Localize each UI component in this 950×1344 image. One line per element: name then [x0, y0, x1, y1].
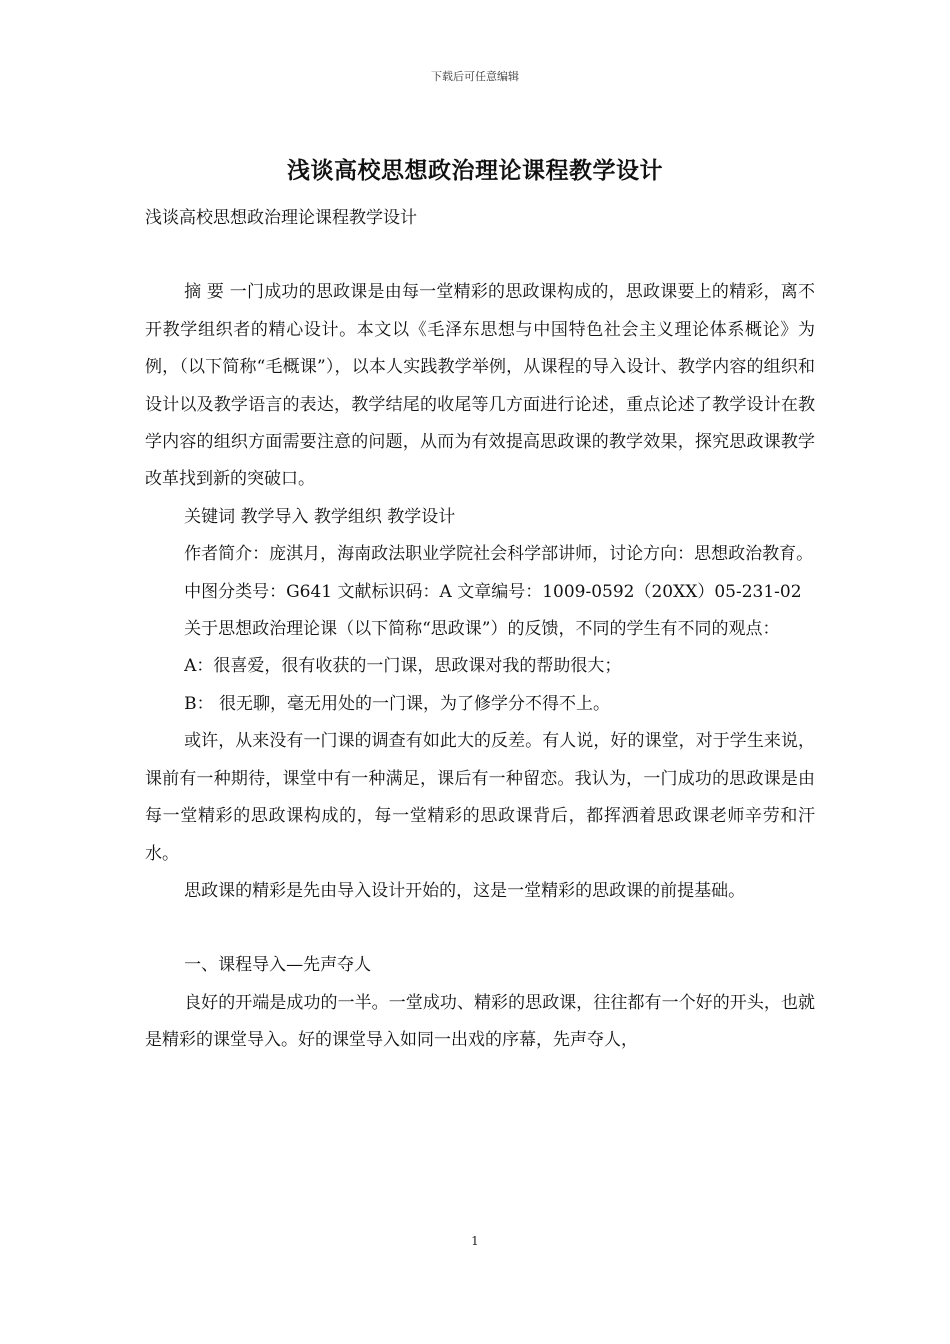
header-note: 下载后可任意编辑 — [431, 70, 519, 83]
section-body-paragraph: 良好的开端是成功的一半。一堂成功、精彩的思政课，往往都有一个好的开头，也就是精彩的课堂导入。好的课堂导入如同一出戏的序幕，先声夺人， — [145, 992, 815, 1051]
document-body — [145, 200, 815, 1060]
contrast-paragraph: 或许，从来没有一门课的调查有如此大的反差。有人说，好的课堂，对于学生来说，课前有一种期待，课堂中有一种满足，课后有一种留恋。我认为，一门成功的思政课是由每一堂精彩的思政课构成的，每一堂精彩的思政课背后，都挥洒着思政课老师辛劳和汗水。 — [145, 731, 815, 864]
document-title: 浅谈高校思想政治理论课程教学设计 — [287, 157, 663, 184]
page-number: 1 — [471, 1234, 479, 1248]
author-paragraph: 作者简介：庞淇月，海南政法职业学院社会科学部讲师，讨论方向：思想政治教育。 — [184, 544, 814, 565]
design-start-paragraph: 思政课的精彩是先由导入设计开始的，这是一堂精彩的思政课的前提基础。 — [184, 880, 746, 901]
option-a-paragraph: A：很喜爱，很有收获的一门课，思政课对我的帮助很大； — [184, 656, 622, 677]
classification-paragraph: 中图分类号：G641 文献标识码：A 文章编号：1009-0592（20XX）05-231-02 — [184, 581, 802, 602]
option-b-paragraph: B： 很无聊，毫无用处的一门课，为了修学分不得不上。 — [184, 693, 610, 714]
subtitle: 浅谈高校思想政治理论课程教学设计 — [145, 208, 417, 228]
blank-line — [145, 237, 815, 274]
keywords-paragraph: 关键词 教学导入 教学组织 教学设计 — [184, 506, 456, 527]
abstract-paragraph: 摘 要 一门成功的思政课是由每一堂精彩的思政课构成的，思政课要上的精彩，离不开教学组织者的精心设计。本文以《毛泽东思想与中国特色社会主义理论体系概论》为例，（以下简称“毛概课”），以本人实践教学举例，从课程的导入设计、教学内容的组织和设计以及教学语言的表达，教学结尾的收尾等几方面进行论述，重点论述了教学设计在教学内容的组织方面需要注意的问题，从而为有效提高思政课的教学效果，探究思政课教学改革找到新的突破口。 — [145, 282, 815, 490]
intro-paragraph: 关于思想政治理论课（以下简称“思政课”）的反馈，不同的学生有不同的观点： — [184, 619, 780, 640]
blank-line — [145, 910, 815, 947]
section-heading: 一、课程导入—先声夺人 — [184, 955, 372, 976]
